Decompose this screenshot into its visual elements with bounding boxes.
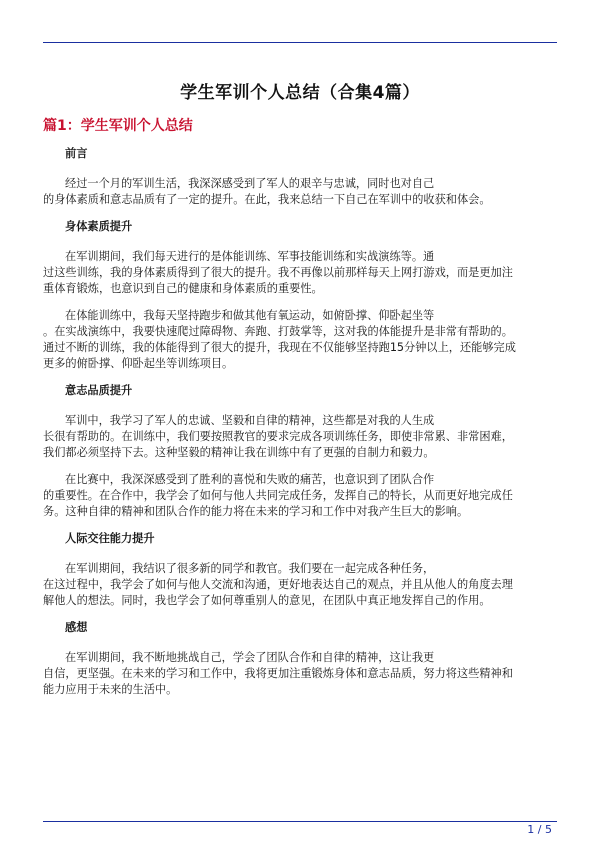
paragraph-line: 的重要性。在合作中，我学会了如何与他人共同完成任务，发挥自己的特长，从而更好地完成任 <box>43 489 513 502</box>
paragraph-line: 在军训期间，我不断地挑战自己，学会了团队合作和自律的精神，这让我更 <box>65 651 435 664</box>
subheading: 身体素质提升 <box>65 220 133 233</box>
paragraph-line: 经过一个月的军训生活，我深深感受到了军人的艰辛与忠诚，同时也对自己 <box>65 177 435 190</box>
subheading: 人际交往能力提升 <box>65 532 155 545</box>
paragraph <box>43 249 557 297</box>
paragraph <box>43 413 557 461</box>
paragraph-line: 长很有帮助的。在训练中，我们要按照教官的要求完成各项训练任务，即使非常累、非常困难， <box>43 430 513 443</box>
paragraph-line: 在军训期间，我们每天进行的是体能训练、军事技能训练和实战演练等。通 <box>65 250 435 263</box>
paragraph-line: 。在实战演练中，我要快速爬过障碍物、奔跑、打鼓掌等，这对我的体能提升是非常有帮助的。 <box>43 325 513 338</box>
paragraph-line: 通过不断的训练，我的体能得到了很大的提升，我现在不仅能够坚持跑15分钟以上，还能够完成 <box>43 341 516 354</box>
paragraph-line: 自信，更坚强。在未来的学习和工作中，我将更加注重锻炼身体和意志品质，努力将这些精神和 <box>43 667 513 680</box>
paragraph-line: 重体育锻炼，也意识到自己的健康和身体素质的重要性。 <box>43 282 323 295</box>
paragraph-line: 在比赛中，我深深感受到了胜利的喜悦和失败的痛苦，也意识到了团队合作 <box>65 473 435 486</box>
paragraph-line: 解他人的想法。同时，我也学会了如何尊重别人的意见，在团队中真正地发挥自己的作用。 <box>43 594 491 607</box>
paragraph <box>43 561 557 609</box>
paragraph-line: 的身体素质和意志品质有了一定的提升。在此，我来总结一下自己在军训中的收获和体会。 <box>43 193 491 206</box>
paragraph-line: 更多的俯卧撑、仰卧起坐等训练项目。 <box>43 357 234 370</box>
paragraph-line: 我们都必须坚持下去。这种坚毅的精神让我在训练中有了更强的自制力和毅力。 <box>43 446 435 459</box>
paragraph <box>43 308 557 372</box>
paragraph <box>43 472 557 520</box>
paragraph-line: 务。这种自律的精神和团队合作的能力将在未来的学习和工作中对我产生巨大的影响。 <box>43 505 469 518</box>
page-number: 1 / 5 <box>527 823 552 836</box>
subheading: 感想 <box>65 621 88 634</box>
subheading: 前言 <box>65 147 88 160</box>
paragraph-line: 在军训期间，我结识了很多新的同学和教官。我们要在一起完成各种任务， <box>65 562 435 575</box>
document-body <box>43 146 557 709</box>
paragraph-line: 在这过程中，我学会了如何与他人交流和沟通，更好地表达自己的观点，并且从他人的角度去理 <box>43 578 513 591</box>
header-rule <box>43 42 557 43</box>
section-heading: 篇1：学生军训个人总结 <box>43 118 193 134</box>
subheading: 意志品质提升 <box>65 384 133 397</box>
paragraph-line: 在体能训练中，我每天坚持跑步和做其他有氧运动，如俯卧撑、仰卧起坐等 <box>65 309 435 322</box>
footer-rule <box>43 821 557 822</box>
document-title: 学生军训个人总结（合集4篇） <box>180 83 420 103</box>
paragraph-line: 军训中，我学习了军人的忠诚、坚毅和自律的精神，这些都是对我的人生成 <box>65 414 435 427</box>
paragraph <box>43 650 557 698</box>
paragraph-line: 能力应用于未来的生活中。 <box>43 683 178 696</box>
paragraph <box>43 176 557 208</box>
paragraph-line: 过这些训练，我的身体素质得到了很大的提升。我不再像以前那样每天上网打游戏，而是更加注 <box>43 266 513 279</box>
